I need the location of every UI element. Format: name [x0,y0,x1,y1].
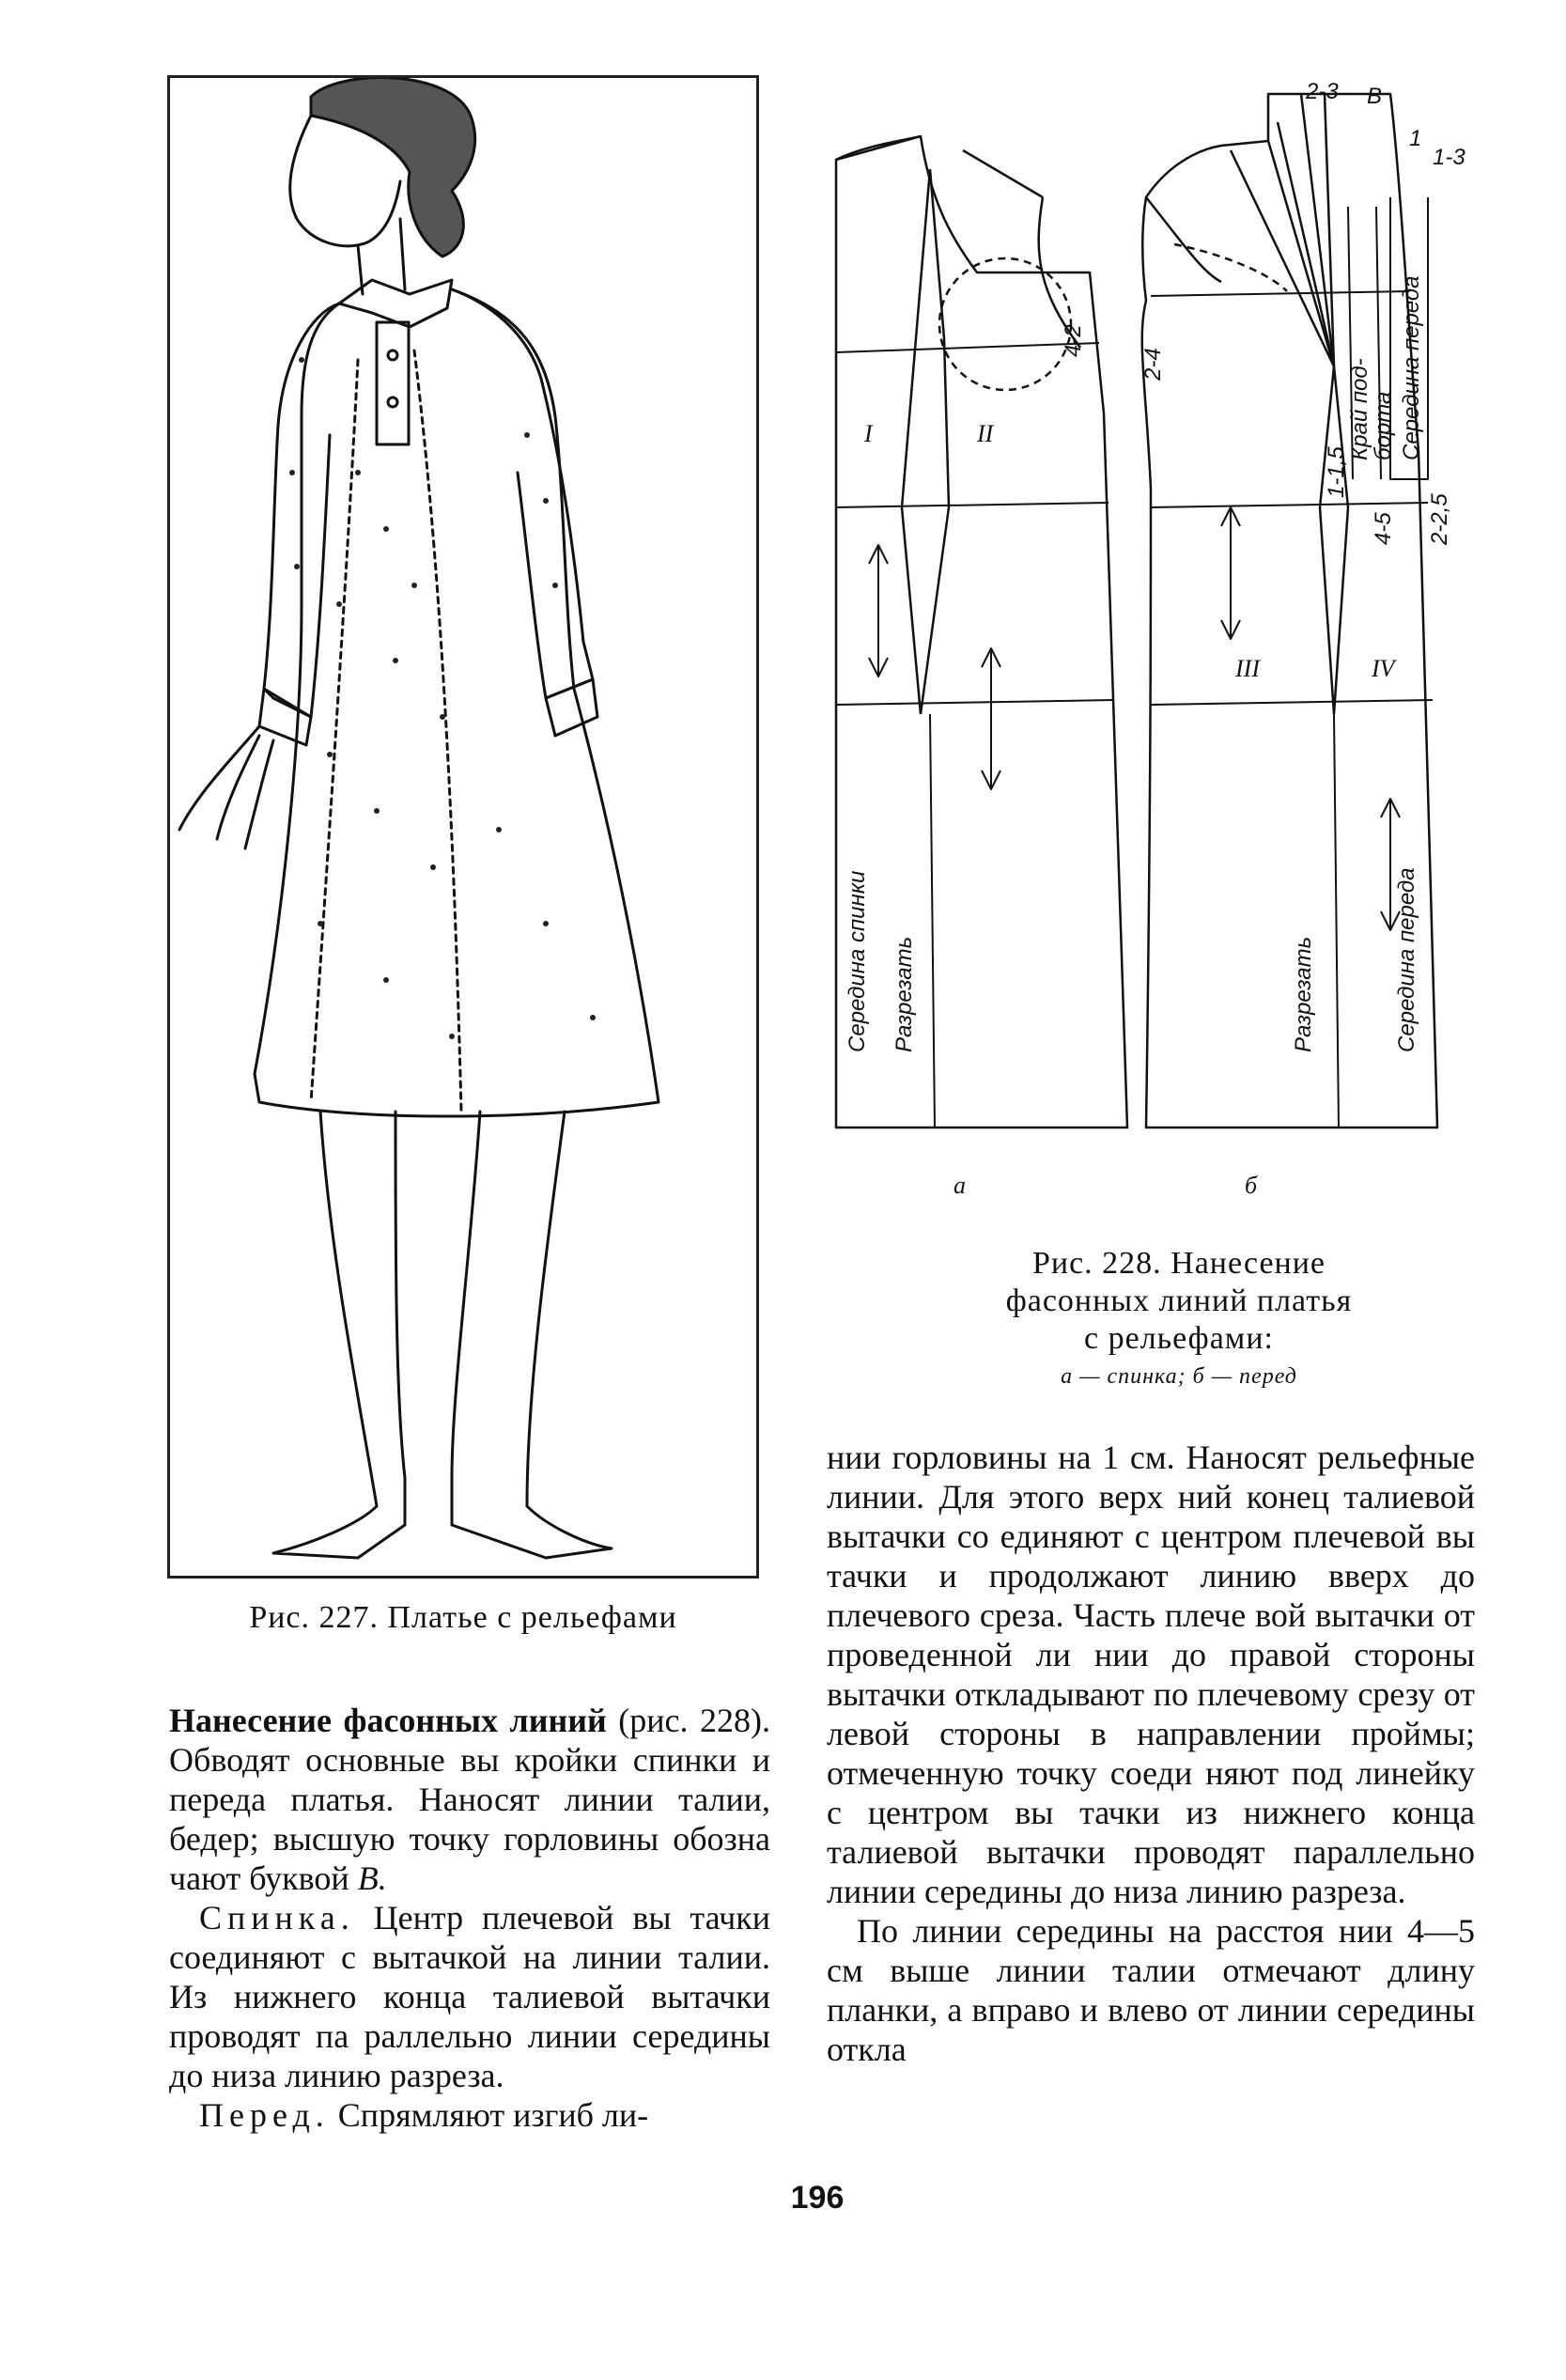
back-pattern-outline [836,136,1127,1128]
front-m225: 2-2,5 [1427,493,1452,545]
figure-227-caption: Рис. 227. Платье с рельефами [249,1600,677,1635]
front-roman-3: III [1235,655,1260,682]
front-m15: 1-1,5 [1324,446,1349,498]
right-shoe [452,1478,612,1558]
left-para-1 [169,1701,770,1898]
front-subheading: Перед. [199,2096,330,2134]
legs [320,1112,565,1506]
placket [377,322,409,444]
front-placket-edge: Край под- [1347,358,1372,460]
hair [311,78,475,257]
figure-228-caption-line1: Рис. 228. Нанесение [1031,1246,1326,1281]
front-cut-label: Разрезать [1291,936,1316,1052]
left-para-3-text: Спрямляют изгиб ли- [329,2096,649,2134]
pattern-drafts [827,56,1484,1221]
back-armhole-circle [939,258,1071,390]
right-para-2: По линии середины на расстоя нии 4—5 см выше линии талии отмечают длину планки, а вправо и влево от линии середины откла [827,1912,1475,2068]
left-shoe [273,1478,405,1558]
figure-227-frame [167,75,759,1579]
figure-228-caption-sub: а — спинка; б — перед [1061,1364,1297,1389]
front-m45: 4-5 [1371,512,1396,545]
page-number: 196 [790,2180,845,2216]
left-para-2-text: Центр плечевой вы тачки соединяют с вытачкой на линии талии. Из нижнего конца талиевой вытачки проводят па раллельно линии середины до низа линию разреза. [169,1899,770,2094]
front-m23: 2-3 [1306,79,1339,104]
left-hand [179,726,273,848]
right-para-1: нии горловины на 1 см. Наносят рельефные линии. Для этого верх ний конец талиевой вытачки со единяют с центром плечевой вы тачки и продолжают линию вверх до плечевого среза. Часть плече вой вытачки от проведенной ли нии до правой стороны вытачки откладывают по плечевому срезу от левой стороны в направлении проймы; отмеченную точку соеди няют под линейку с центром вы тачки из нижнего конца талиевой вытачки проводят параллельно линии середины до низа линию разреза. [827,1439,1475,1910]
figure-228 [827,56,1484,1221]
figure-228-caption [878,1245,1480,1395]
back-roman-1: I [864,420,873,447]
left-para-3 [169,2095,770,2135]
right-column [827,1438,1475,2069]
left-para-1-text: (рис. 228). Обводят основные вы кройки спинки и переда платья. Наносят линии талии, бедер; высшую точку горловины обозна чают буквой [169,1702,770,1897]
section-heading: Нанесение фасонных линий [169,1702,607,1739]
front-roman-4: IV [1372,655,1395,682]
back-roman-2: II [977,420,994,447]
back-center-label: Середина спинки [845,870,870,1052]
back-shoulder [963,150,1043,197]
left-para-2 [169,1898,770,2095]
front-placket-middle: борта [1371,391,1396,460]
front-placket-center: Середина переда [1399,275,1424,460]
front-armhole [1146,197,1221,282]
front-m13: 1-3 [1433,145,1465,170]
figure-228-caption-line3: с рельефами: [1084,1321,1274,1356]
label-b: б [1245,1172,1258,1199]
point-b-letter: В. [357,1859,387,1897]
dress-illustration [170,78,756,1576]
front-point-b: В [1367,84,1383,109]
front-center-label: Середина переда [1394,867,1419,1052]
left-column [169,1701,770,2135]
back-measure-label: 4-2 [1061,324,1086,357]
front-measure-left: 2-4 [1140,348,1166,381]
back-cut-label: Разрезать [892,936,917,1052]
back-subheading: Спинка. [199,1899,355,1937]
collar [339,280,452,327]
figure-228-caption-line2: фасонных линий платья [1005,1283,1353,1318]
label-a: а [954,1172,966,1199]
front-m1: 1 [1409,126,1422,151]
right-sleeve [452,289,593,698]
